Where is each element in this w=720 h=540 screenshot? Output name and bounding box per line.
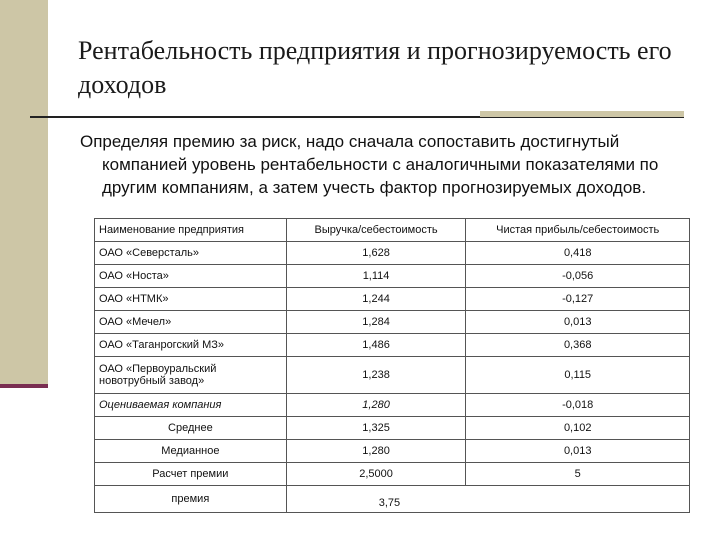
row-revenue-cost: 1,238 xyxy=(286,357,466,394)
table-row xyxy=(95,311,690,334)
row-revenue-cost: 1,486 xyxy=(286,334,466,357)
row-company: ОАО «НТМК» xyxy=(95,288,287,311)
intro-paragraph xyxy=(80,130,700,199)
stat-revenue-cost: 2,5000 xyxy=(286,463,466,486)
premium-row xyxy=(95,486,690,513)
stat-profit-cost: 5 xyxy=(466,463,690,486)
row-company: ОАО «Таганрогский МЗ» xyxy=(95,334,287,357)
table-row xyxy=(95,334,690,357)
page-title: Рентабельность предприятия и прогнозируемость его доходов xyxy=(78,36,672,99)
row-company: ОАО «Первоуральский новотрубный завод» xyxy=(95,357,287,394)
evaluated-revenue-cost: 1,280 xyxy=(286,394,466,417)
premium-value: 3,75 xyxy=(286,486,689,513)
row-revenue-cost: 1,244 xyxy=(286,288,466,311)
row-company: ОАО «Носта» xyxy=(95,265,287,288)
row-company: ОАО «Мечел» xyxy=(95,311,287,334)
stat-label: Расчет премии xyxy=(95,463,287,486)
table-row xyxy=(95,242,690,265)
stat-row-median xyxy=(95,440,690,463)
decorative-side-bar xyxy=(0,0,48,384)
stat-label: Медианное xyxy=(95,440,287,463)
stat-revenue-cost: 1,325 xyxy=(286,417,466,440)
row-profit-cost: 0,013 xyxy=(466,311,690,334)
header-company: Наименование предприятия xyxy=(95,219,287,242)
row-profit-cost: 0,418 xyxy=(466,242,690,265)
stat-profit-cost: 0,102 xyxy=(466,417,690,440)
table-header-row xyxy=(95,219,690,242)
stat-label: Среднее xyxy=(95,417,287,440)
intro-paragraph-text: Определяя премию за риск, надо сначала сопоставить достигнутый компанией уровень рентабельности с аналогичными показателями по другим компаниям, а затем учесть фактор прогнозируемых доходов. xyxy=(80,132,659,197)
stat-revenue-cost: 1,280 xyxy=(286,440,466,463)
evaluated-company-label: Оцениваемая компания xyxy=(95,394,287,417)
stat-row-premium-calc xyxy=(95,463,690,486)
stat-row-average xyxy=(95,417,690,440)
row-revenue-cost: 1,284 xyxy=(286,311,466,334)
stat-profit-cost: 0,013 xyxy=(466,440,690,463)
row-profit-cost: -0,127 xyxy=(466,288,690,311)
header-revenue-cost: Выручка/себестоимость xyxy=(286,219,466,242)
decorative-side-bar-accent xyxy=(0,384,48,388)
evaluated-profit-cost: -0,018 xyxy=(466,394,690,417)
row-company: ОАО «Северсталь» xyxy=(95,242,287,265)
evaluated-company-row xyxy=(95,394,690,417)
header-profit-cost: Чистая прибыль/себестоимость xyxy=(466,219,690,242)
table-row xyxy=(95,357,690,394)
table-row xyxy=(95,265,690,288)
row-profit-cost: -0,056 xyxy=(466,265,690,288)
title-divider-accent xyxy=(480,111,684,117)
row-revenue-cost: 1,628 xyxy=(286,242,466,265)
row-revenue-cost: 1,114 xyxy=(286,265,466,288)
premium-label: премия xyxy=(95,486,287,513)
profitability-table xyxy=(94,218,690,513)
row-profit-cost: 0,368 xyxy=(466,334,690,357)
row-profit-cost: 0,115 xyxy=(466,357,690,394)
table-row xyxy=(95,288,690,311)
